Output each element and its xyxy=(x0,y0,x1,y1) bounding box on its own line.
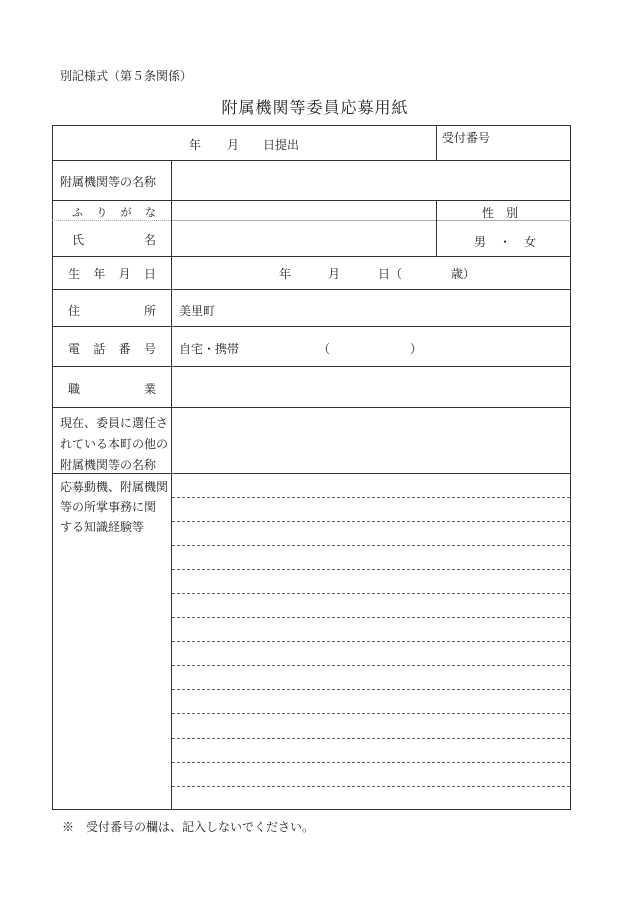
submitted-year-label: 年 xyxy=(189,138,202,152)
reception-number-field[interactable] xyxy=(437,126,570,159)
address-label: 住 所 xyxy=(68,304,156,318)
submitted-day-label: 日提出 xyxy=(263,138,300,152)
birth-day-label: 日（ xyxy=(378,267,403,281)
phone-label: 電 話 番 号 xyxy=(68,342,156,356)
gender-label: 性 別 xyxy=(482,206,519,220)
furigana-divider xyxy=(52,220,171,221)
submitted-month-label: 月 xyxy=(227,138,240,152)
occupation-field[interactable] xyxy=(172,367,570,406)
organ-name-field[interactable] xyxy=(172,161,570,199)
form-caption: 別記様式（第５条関係） xyxy=(60,69,193,83)
birth-month-label: 月 xyxy=(328,267,341,281)
gender-options: 男 ・ 女 xyxy=(474,235,536,249)
current-post-field[interactable] xyxy=(172,408,570,472)
gender-male-option[interactable]: 男 xyxy=(474,235,487,249)
phone-paren-close: ） xyxy=(410,342,423,356)
current-post-label: 現在、委員に選任さ れている本町の他の 附属機関等の名称 xyxy=(60,416,169,472)
reception-number-label: 受付番号 xyxy=(442,131,491,145)
writing-line xyxy=(172,617,570,618)
gender-divider xyxy=(436,200,437,256)
writing-line xyxy=(172,521,570,522)
writing-line xyxy=(172,569,570,570)
writing-line xyxy=(172,762,570,763)
age-label: 歳） xyxy=(451,267,476,281)
address-value: 美里町 xyxy=(179,304,216,318)
birthdate-label: 生 年 月 日 xyxy=(68,267,156,281)
writing-line xyxy=(172,545,570,546)
furigana-label: ふ り が な xyxy=(72,206,156,219)
address-field[interactable] xyxy=(172,290,570,325)
birth-year-label: 年 xyxy=(279,267,292,281)
writing-line xyxy=(172,713,570,714)
writing-line xyxy=(172,738,570,739)
motive-label: 応募動機、附属機関 等の所掌事務に関 する知識経験等 xyxy=(60,480,169,534)
name-field[interactable] xyxy=(172,221,436,255)
form-title: 附属機関等委員応募用紙 xyxy=(221,98,409,117)
phone-type-label: 自宅・携帯 xyxy=(179,342,240,356)
phone-field[interactable] xyxy=(172,327,570,365)
birthdate-field[interactable] xyxy=(172,257,570,289)
writing-line xyxy=(172,665,570,666)
footnote: ※ 受付番号の欄は、記入しないでください。 xyxy=(62,820,315,834)
writing-line xyxy=(172,689,570,690)
organ-name-label: 附属機関等の名称 xyxy=(60,175,157,189)
phone-paren-open: （ xyxy=(318,342,331,356)
writing-line xyxy=(172,786,570,787)
writing-line xyxy=(172,641,570,642)
furigana-field[interactable] xyxy=(172,201,436,219)
occupation-label: 職 業 xyxy=(68,382,156,396)
gender-female-option[interactable]: 女 xyxy=(523,235,536,249)
writing-line xyxy=(172,593,570,594)
writing-line xyxy=(172,497,570,498)
name-label: 氏 名 xyxy=(72,233,156,247)
